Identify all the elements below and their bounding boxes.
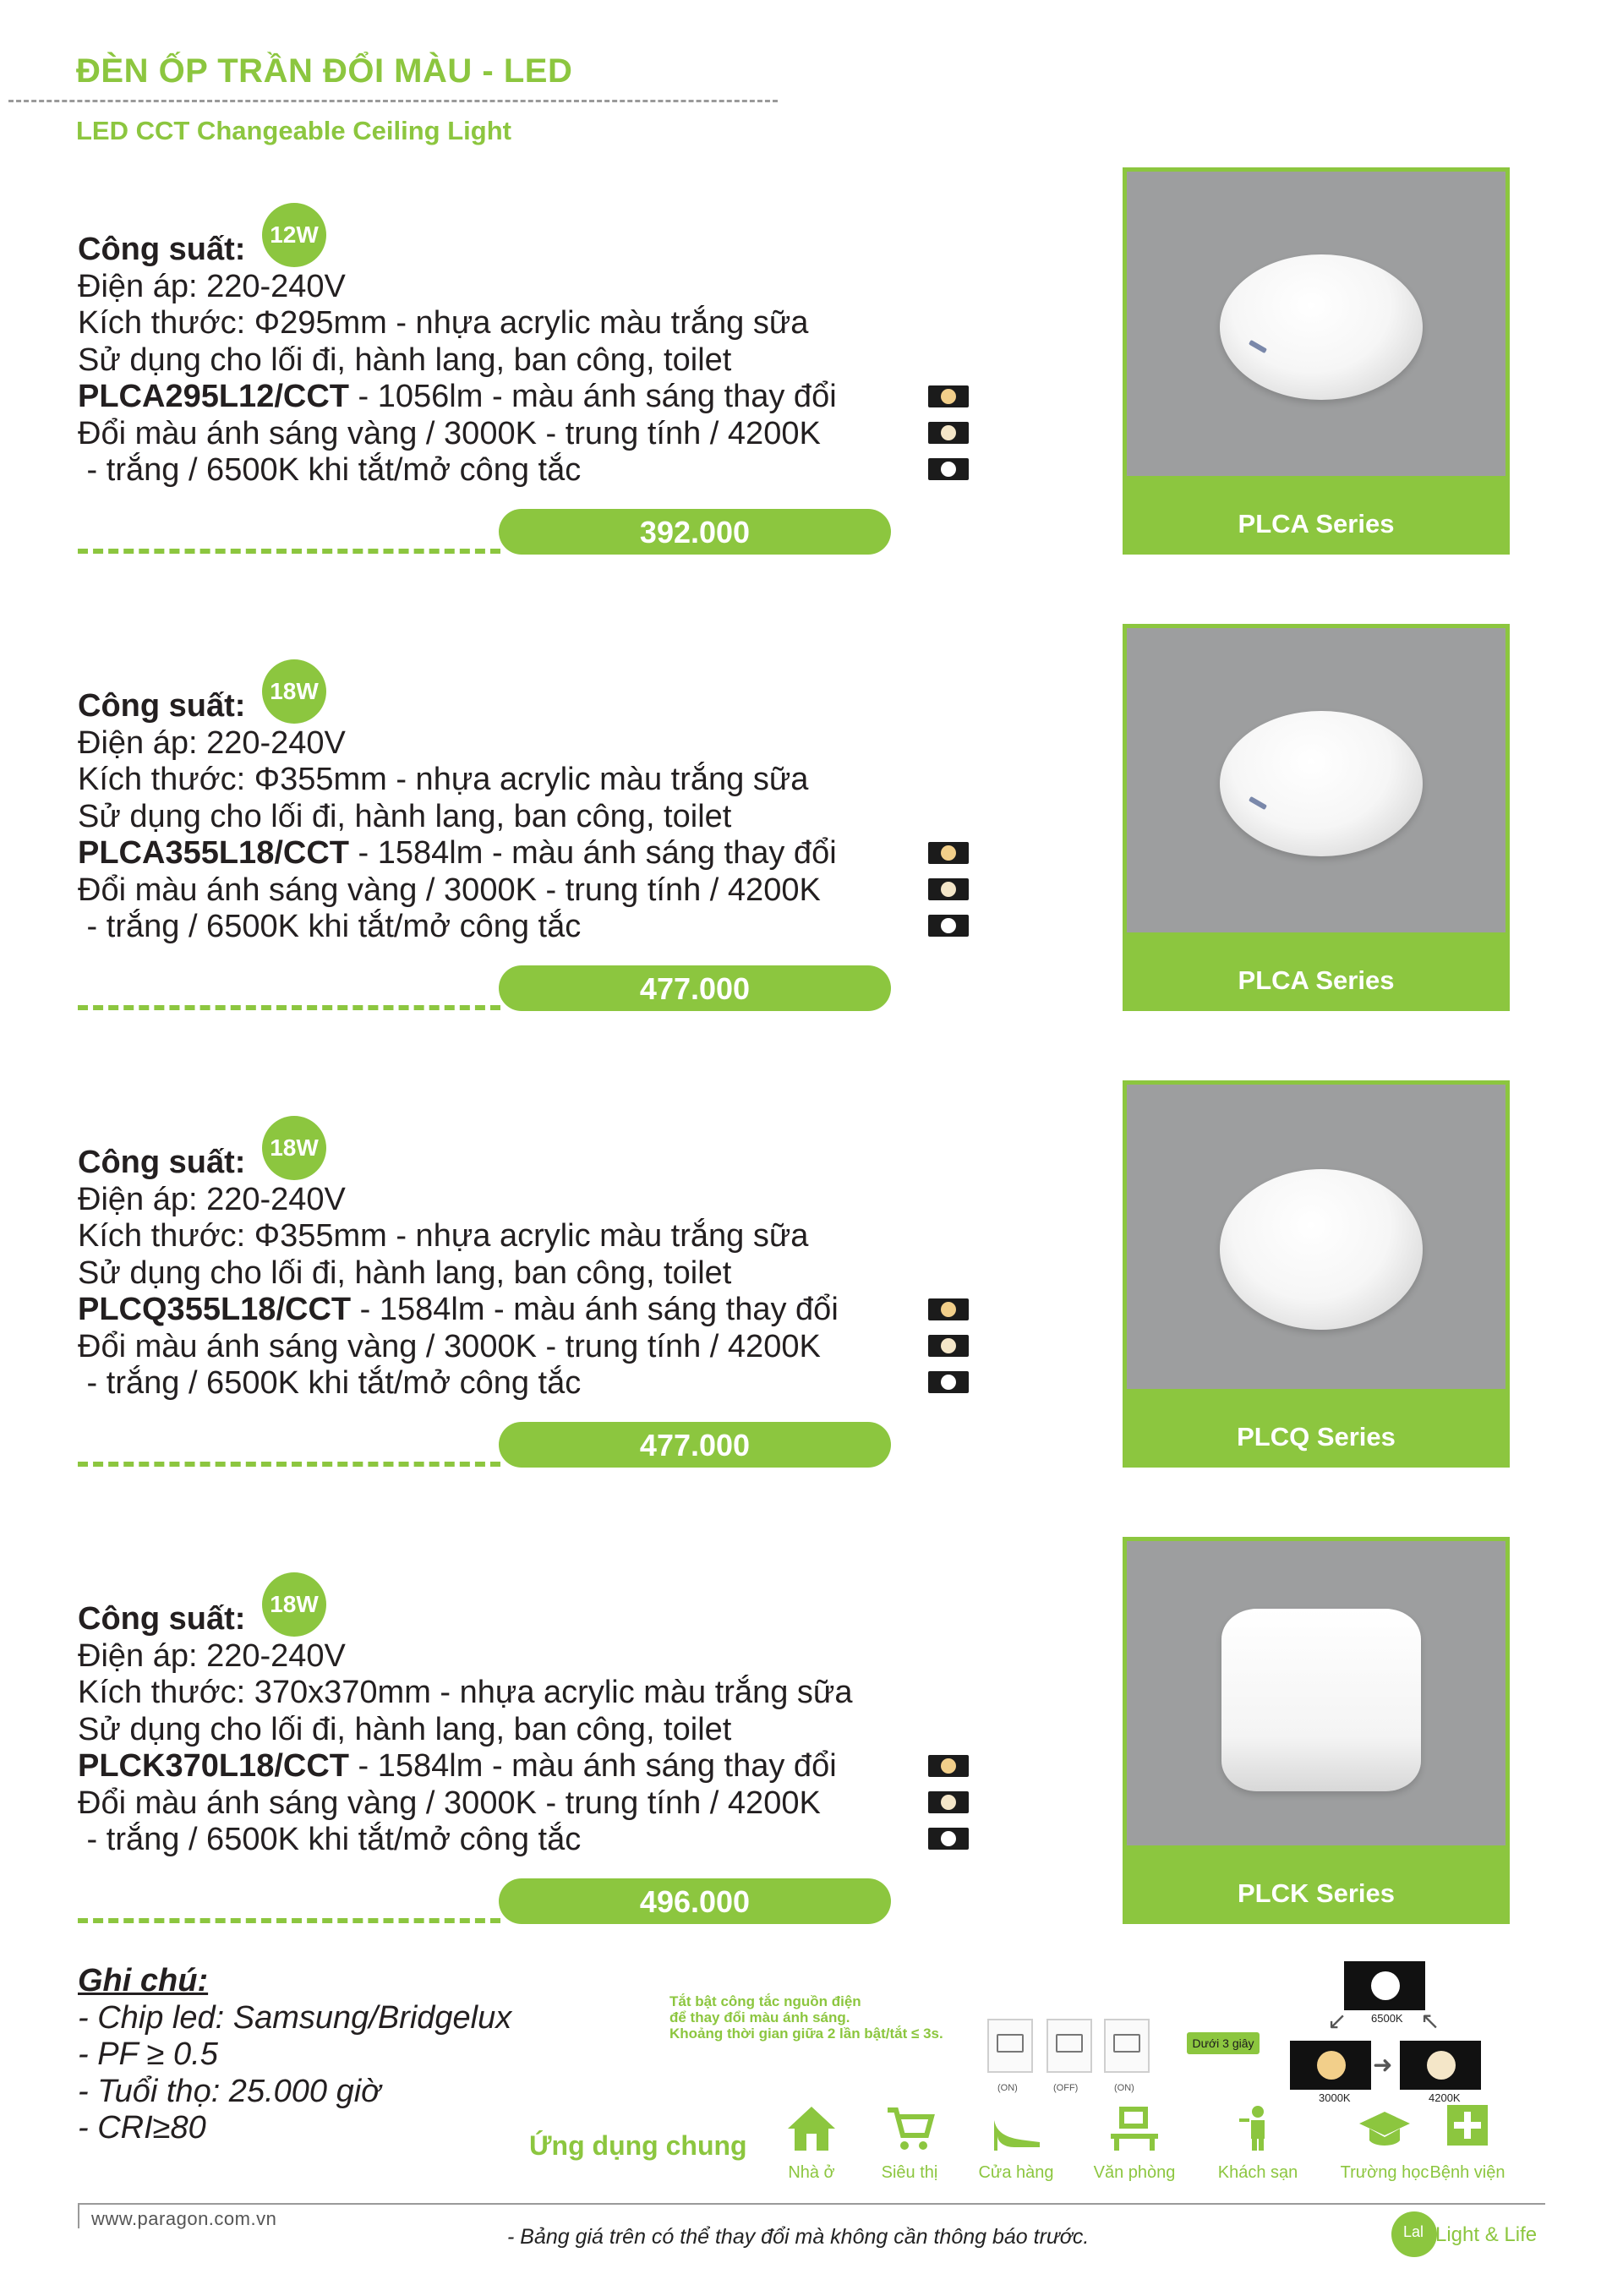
price-dash-line [78, 1918, 500, 1923]
voltage-text: Điện áp: 220-240V [78, 724, 346, 761]
house-icon [784, 2103, 839, 2152]
series-label: PLCQ Series [1237, 1422, 1396, 1451]
cct-text-2: - trắng / 6500K khi tắt/mở công tắc [78, 909, 582, 944]
product-code: PLCK370L18/CCT [78, 1748, 349, 1784]
white-light-swatch [928, 915, 969, 937]
app-item-hospital [1417, 2103, 1518, 2183]
cct-label: 4200K [1429, 2091, 1461, 2104]
note-item: - Tuổi thọ: 25.000 giờ [78, 2073, 381, 2109]
cct-4200k-box [1400, 2041, 1481, 2090]
applications-title: Ứng dụng chung [529, 2130, 747, 2161]
note-item: - CRI≥80 [78, 2110, 206, 2146]
price-badge: 477.000 [499, 965, 891, 1011]
app-item-store [965, 2103, 1067, 2183]
usage-text: Sử dụng cho lối đi, hành lang, ban công, toilet [78, 798, 732, 834]
cct-3000k-box [1290, 2041, 1371, 2090]
neutral-light-swatch [928, 1791, 969, 1813]
product-specs [78, 1145, 839, 1402]
code-detail: - 1584lm - màu ánh sáng thay đổi [348, 1748, 837, 1784]
price-badge: 477.000 [499, 1422, 891, 1468]
code-line [78, 1748, 853, 1785]
instruction-line: Tắt bật công tắc nguồn điện [669, 1993, 861, 2009]
voltage-text: Điện áp: 220-240V [78, 1181, 346, 1217]
notes-section [78, 1963, 511, 2147]
graduation-cap-icon [1358, 2103, 1412, 2152]
footer-divider-vertical [78, 2203, 79, 2228]
footer-divider [78, 2203, 1545, 2205]
cct-text-2: - trắng / 6500K khi tắt/mở công tắc [78, 452, 582, 488]
cct-6500k-box [1344, 1961, 1425, 2010]
code-line [78, 1292, 839, 1329]
arrow-right-icon: ➜ [1373, 2052, 1393, 2078]
usage-text: Sử dụng cho lối đi, hành lang, ban công, toilet [78, 1255, 732, 1291]
product-specs [78, 1601, 853, 1859]
power-label: Công suất: [78, 1601, 246, 1637]
wall-switch-icon [987, 2019, 1033, 2073]
product-photo [1123, 167, 1510, 555]
app-item-hotel [1207, 2103, 1309, 2183]
note-item: - Chip led: Samsung/Bridgelux [78, 1999, 512, 2036]
white-light-swatch [928, 1828, 969, 1850]
neutral-light-swatch [928, 422, 969, 444]
bellboy-icon [1231, 2103, 1285, 2152]
medical-cross-icon [1440, 2103, 1495, 2152]
product-code: PLCA355L18/CCT [78, 835, 349, 871]
product-block [0, 166, 1623, 563]
wattage-badge: 18W [262, 1116, 326, 1180]
white-light-swatch [928, 458, 969, 480]
code-detail: - 1056lm - màu ánh sáng thay đổi [348, 379, 837, 414]
price-badge: 392.000 [499, 509, 891, 555]
ceiling-lamp-image [1220, 711, 1423, 856]
code-line [78, 379, 837, 416]
voltage-text: Điện áp: 220-240V [78, 268, 346, 304]
app-label: Cửa hàng [978, 2163, 1054, 2182]
warm-light-swatch [928, 1755, 969, 1777]
cct-text-2: - trắng / 6500K khi tắt/mở công tắc [78, 1365, 582, 1401]
power-label: Công suất: [78, 1145, 246, 1180]
brand-logo-mark: Lal [1391, 2211, 1437, 2257]
neutral-light-swatch [928, 878, 969, 900]
size-text: Kích thước: Φ355mm - nhựa acrylic màu trắng sữa [78, 762, 809, 797]
arrow-down-left-icon: ↙ [1327, 2008, 1347, 2034]
price-dash-line [78, 549, 500, 554]
cct-text: Đổi màu ánh sáng vàng / 3000K - trung tính / 4200K [78, 1328, 821, 1364]
brand-name: Light & Life [1435, 2223, 1538, 2246]
cct-label: 3000K [1319, 2091, 1351, 2104]
warm-light-swatch [928, 1298, 969, 1320]
app-label: Trường học [1340, 2163, 1429, 2182]
white-light-swatch [928, 1371, 969, 1393]
price-dash-line [78, 1462, 500, 1467]
ceiling-lamp-image [1220, 1169, 1423, 1330]
cart-icon [883, 2103, 937, 2152]
app-label: Văn phòng [1093, 2163, 1176, 2182]
price-dash-line [78, 1005, 500, 1010]
app-item-home [761, 2103, 862, 2183]
instruction-line: để thay đổi màu ánh sáng. [669, 2009, 850, 2025]
size-text: Kích thước: Φ295mm - nhựa acrylic màu trắng sữa [78, 305, 809, 341]
product-block [0, 1535, 1623, 1932]
product-code: PLCA295L12/CCT [78, 379, 349, 414]
title-divider [8, 100, 778, 102]
series-label: PLCA Series [1238, 965, 1395, 995]
page-title: ĐÈN ỐP TRẦN ĐỔI MÀU - LED [76, 52, 573, 90]
product-photo [1123, 1537, 1510, 1924]
notes-heading: Ghi chú: [78, 1963, 209, 1998]
usage-text: Sử dụng cho lối đi, hành lang, ban công, toilet [78, 1711, 732, 1747]
switch-instructions [669, 1993, 943, 2042]
app-label: Siêu thị [881, 2163, 938, 2182]
cct-label: 6500K [1371, 2012, 1403, 2025]
note-item: - PF ≥ 0.5 [78, 2036, 218, 2072]
product-block [0, 1079, 1623, 1476]
power-label: Công suất: [78, 232, 246, 267]
code-detail: - 1584lm - màu ánh sáng thay đổi [348, 835, 837, 871]
product-code: PLCQ355L18/CCT [78, 1292, 352, 1327]
wall-switch-icon [1046, 2019, 1092, 2073]
ceiling-lamp-image [1220, 254, 1423, 400]
wattage-badge: 18W [262, 1572, 326, 1637]
price-disclaimer: - Bảng giá trên có thể thay đổi mà không cần thông báo trước. [507, 2225, 1090, 2249]
app-item-office [1084, 2103, 1185, 2183]
product-specs [78, 688, 837, 946]
website-url[interactable]: www.paragon.com.vn [91, 2208, 277, 2229]
app-label: Khách sạn [1217, 2163, 1298, 2182]
product-block [0, 622, 1623, 1020]
cct-text: Đổi màu ánh sáng vàng / 3000K - trung tính / 4200K [78, 872, 821, 908]
cct-text-2: - trắng / 6500K khi tắt/mở công tắc [78, 1822, 582, 1857]
product-photo [1123, 1080, 1510, 1468]
app-label: Nhà ở [788, 2163, 835, 2182]
neutral-light-swatch [928, 1335, 969, 1357]
power-label: Công suất: [78, 688, 246, 724]
wattage-badge: 12W [262, 203, 326, 267]
ceiling-lamp-image [1221, 1609, 1421, 1791]
wall-switch-icon [1104, 2019, 1150, 2073]
arrow-up-left-icon: ↖ [1420, 2008, 1440, 2034]
high-heel-icon [989, 2103, 1043, 2152]
instruction-line: Khoảng thời gian giữa 2 lần bật/tắt ≤ 3s. [669, 2025, 943, 2042]
usage-text: Sử dụng cho lối đi, hành lang, ban công, toilet [78, 342, 732, 378]
product-specs [78, 232, 837, 489]
price-badge: 496.000 [499, 1878, 891, 1924]
series-label: PLCA Series [1238, 509, 1395, 538]
voltage-text: Điện áp: 220-240V [78, 1637, 346, 1674]
size-text: Kích thước: 370x370mm - nhựa acrylic màu trắng sữa [78, 1675, 853, 1710]
app-label: Bệnh viện [1429, 2163, 1506, 2182]
series-label: PLCK Series [1237, 1878, 1396, 1908]
switch-caption: (OFF) [1053, 2083, 1079, 2093]
code-line [78, 835, 837, 872]
switch-caption: (ON) [1114, 2083, 1134, 2093]
page-subtitle: LED CCT Changeable Ceiling Light [76, 116, 511, 145]
warm-light-swatch [928, 385, 969, 407]
office-desk-icon [1107, 2103, 1161, 2152]
under-3s-badge: Dưới 3 giây [1187, 2032, 1260, 2054]
app-item-supermarket [859, 2103, 960, 2183]
cct-text: Đổi màu ánh sáng vàng / 3000K - trung tính / 4200K [78, 1785, 821, 1821]
warm-light-swatch [928, 842, 969, 864]
cct-text: Đổi màu ánh sáng vàng / 3000K - trung tính / 4200K [78, 415, 821, 451]
size-text: Kích thước: Φ355mm - nhựa acrylic màu trắng sữa [78, 1218, 809, 1254]
product-photo [1123, 624, 1510, 1011]
wattage-badge: 18W [262, 659, 326, 724]
switch-caption: (ON) [997, 2083, 1018, 2093]
code-detail: - 1584lm - màu ánh sáng thay đổi [351, 1292, 839, 1327]
